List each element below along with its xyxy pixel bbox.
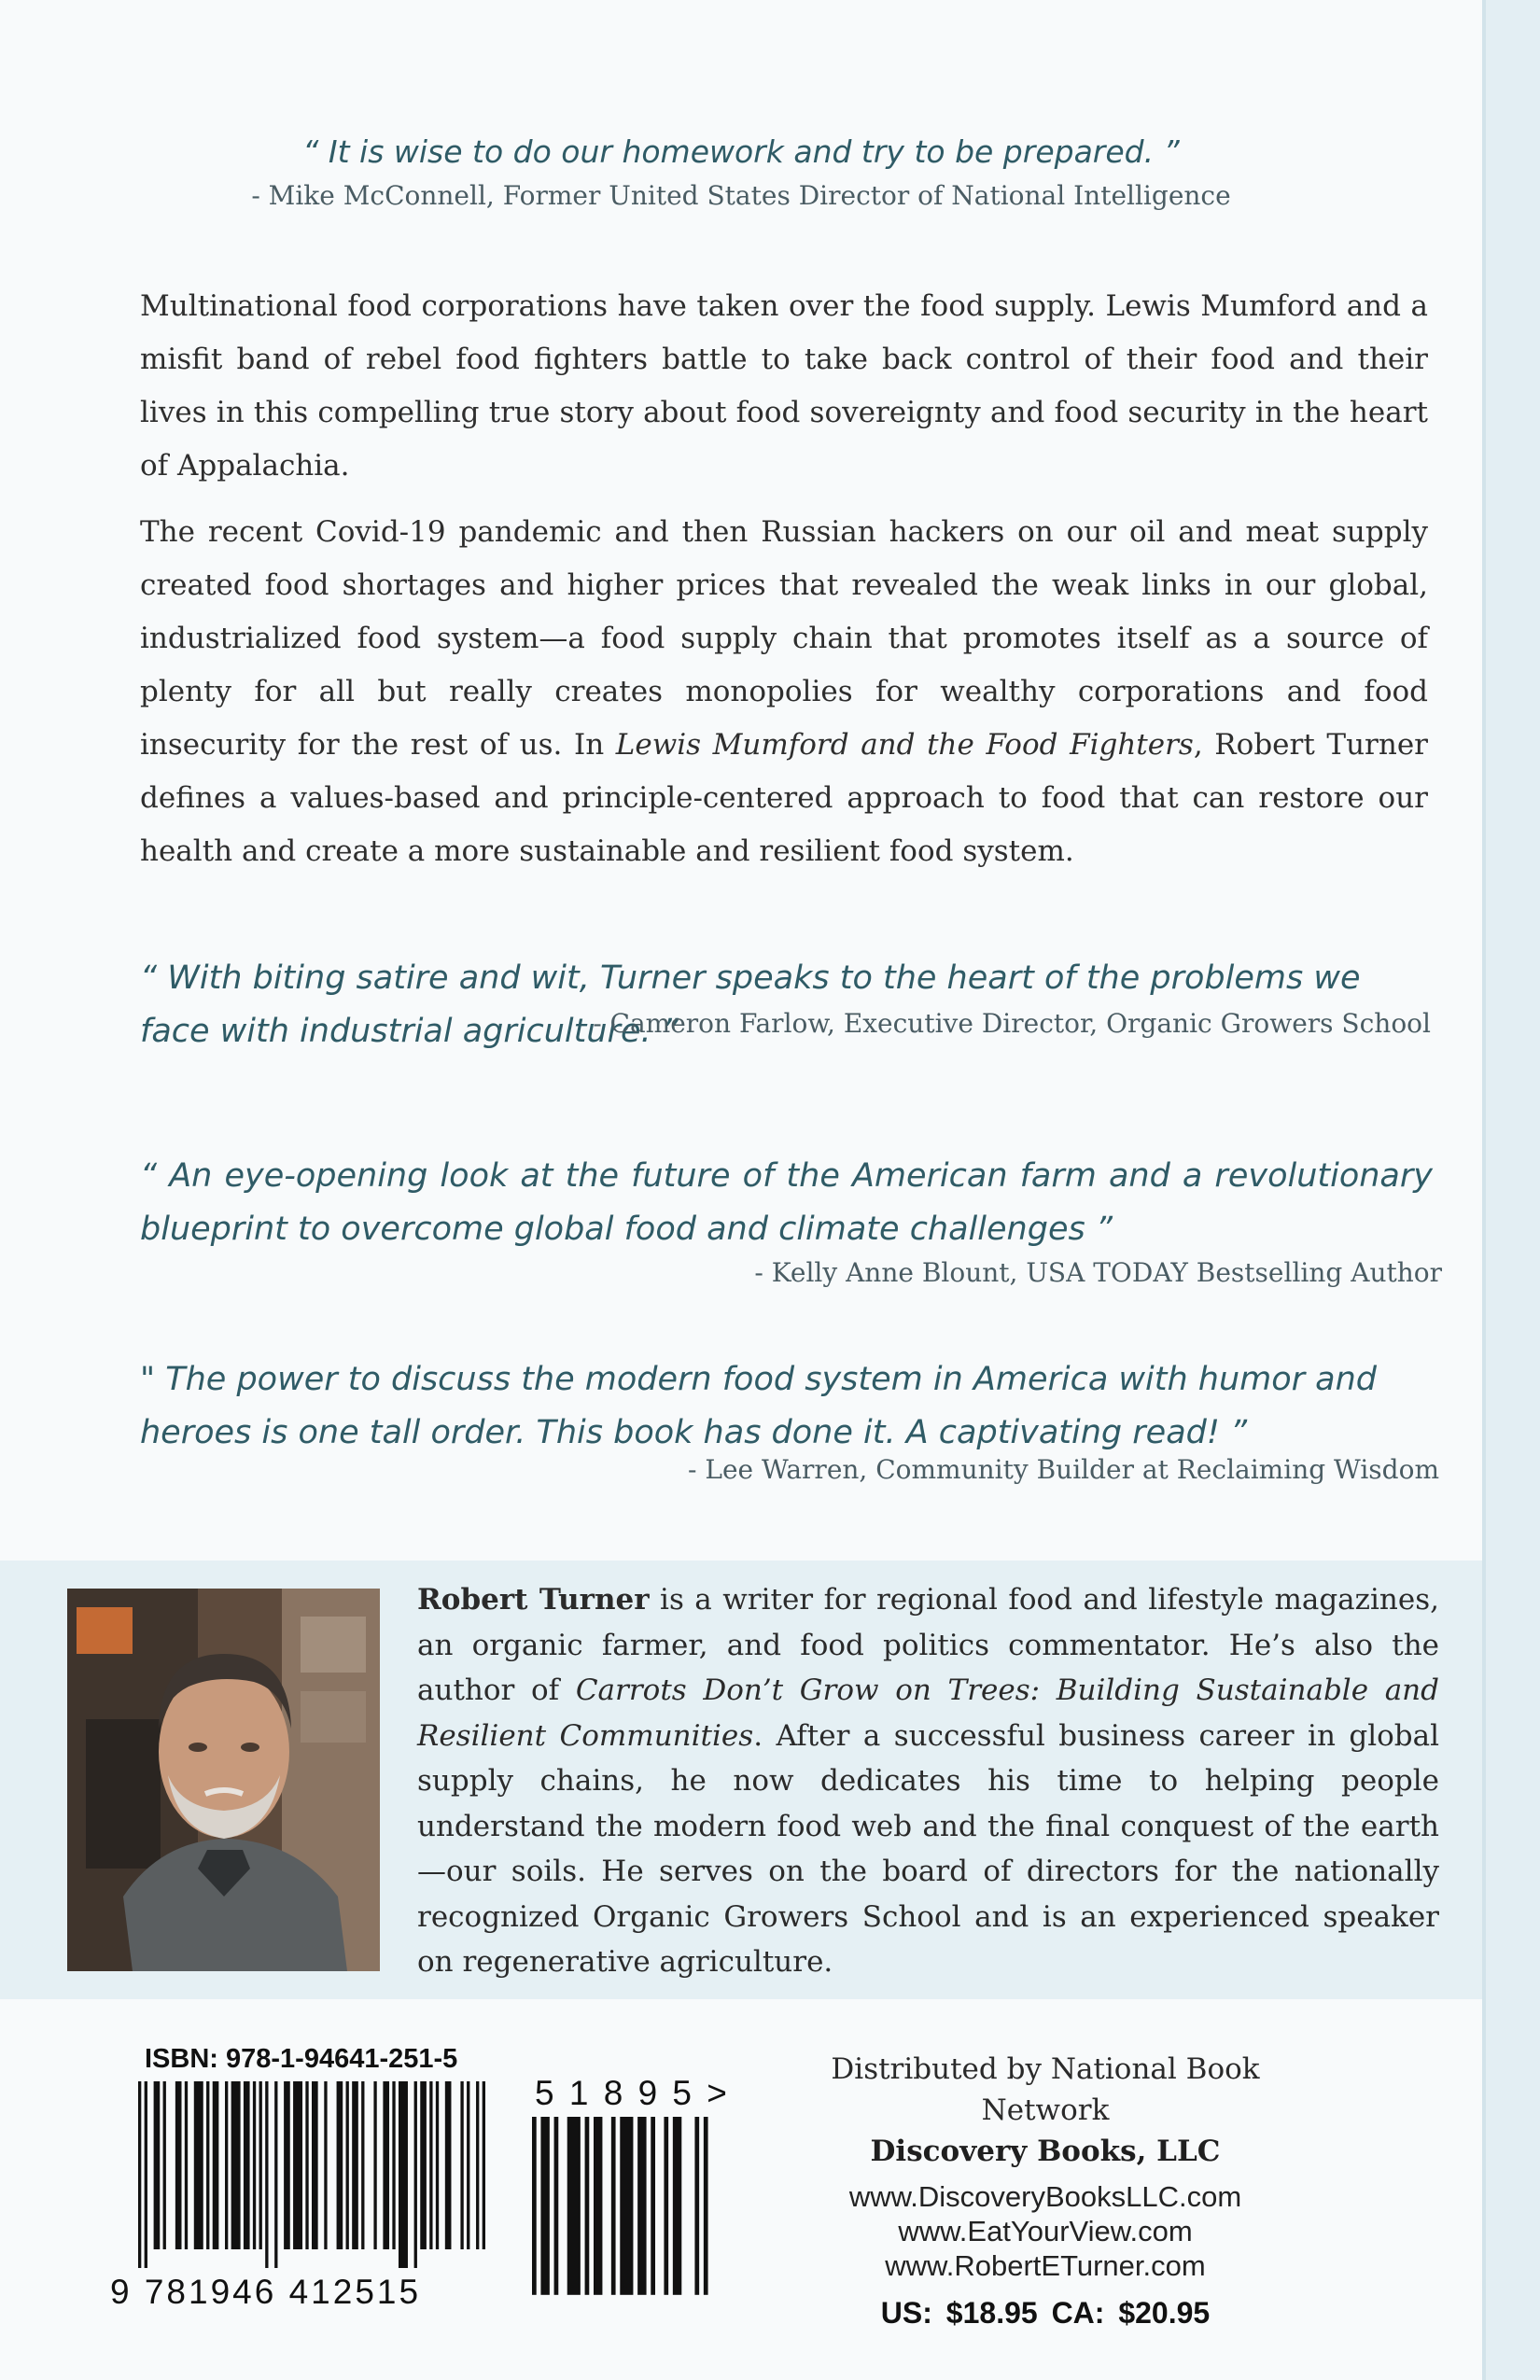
description-paragraph-1: Multinational food corporations have taken over the food supply. Lewis Mumford and a misfit band of rebel food fighters battle to take back control of their food and their lives in this compelling true story about food sovereignty and food security in the heart of Appalachia. xyxy=(140,289,1428,483)
website-link[interactable]: www.EatYourView.com xyxy=(898,2215,1193,2247)
author-bio xyxy=(417,1577,1439,1985)
website-link[interactable]: www.RobertETurner.com xyxy=(885,2249,1206,2282)
bio-text: . After a successful business career in global supply chains, he now dedicates his time to helping people understand the modern food web and the final conquest of the earth—our soils. He serves on the board of directors for the nationally recognized Organic Growers School and is an experienced speaker on regenerative agriculture. xyxy=(417,1718,1440,1979)
other-book-title: Carrots Don’t Grow on Trees: Building Sustainable and Resilient Communities xyxy=(417,1673,1439,1753)
author-name: Robert Turner xyxy=(417,1583,650,1617)
isbn-label: ISBN: 978-1-94641-251-5 xyxy=(145,2044,458,2074)
epigraph-attribution: - Mike McConnell, Former United States Director of National Intelligence xyxy=(251,180,1231,211)
blurb-quote-3: " The power to discuss the modern food system in America with humor and heroes is one tall order. This book has done it. A captivating read! ” xyxy=(140,1361,1378,1451)
blurb-attribution-2: - Kelly Anne Blount, USA TODAY Bestselling Author xyxy=(754,1257,1442,1288)
publisher-name: Discovery Books, LLC xyxy=(870,2135,1221,2168)
distributor-line: Distributed by National Book Network xyxy=(831,2052,1260,2127)
bio-text: is a writer for regional food and lifestyle magazines, an organic farmer, and food politics commentator. He’s also the author of xyxy=(417,1583,1439,1707)
blurb-attribution-1: - Cameron Farlow, Executive Director, Organic Growers School xyxy=(593,1008,1431,1039)
description-paragraph-2 xyxy=(140,506,1428,878)
blurb-quote-1: “ With biting satire and wit, Turner speaks to the heart of the problems we face with industrial agriculture. ” xyxy=(140,959,1361,1050)
book-title: Lewis Mumford and the Food Fighters xyxy=(615,728,1194,762)
description-text: The recent Covid-19 pandemic and then Russian hackers on our oil and meat supply created food shortages and higher prices that revealed the weak links in our global, industrialized food system—a food supply chain that promotes itself as a source of plenty for all but really creates monopolies for wealthy corporations and food insecurity for the rest of us. In xyxy=(140,515,1428,762)
blurb-quote-2: “ An eye-opening look at the future of the American farm and a revolutionary blueprint to overcome global food and climate challenges ” xyxy=(140,1157,1433,1248)
spine-edge xyxy=(1482,0,1540,2380)
blurb-attribution-3: - Lee Warren, Community Builder at Reclaiming Wisdom xyxy=(688,1454,1439,1485)
barcode-digits: 9 781946 412515 xyxy=(110,2273,422,2311)
website-link[interactable]: www.DiscoveryBooksLLC.com xyxy=(848,2180,1242,2213)
author-photo xyxy=(67,1589,380,1971)
description-text: , Robert Turner defines a values-based and principle-centered approach to food that can restore our health and create a more sustainable and resilient food system. xyxy=(140,728,1428,868)
isbn-barcode xyxy=(138,2081,485,2268)
price-addon-barcode xyxy=(532,2117,717,2315)
addon-digits: 5 1 8 9 5 > xyxy=(535,2074,730,2112)
epigraph-quote: “ It is wise to do our homework and try to be prepared. ” xyxy=(302,133,1180,170)
distribution-info xyxy=(775,2049,1316,2331)
price-line: US: $18.95 CA: $20.95 xyxy=(880,2296,1211,2330)
